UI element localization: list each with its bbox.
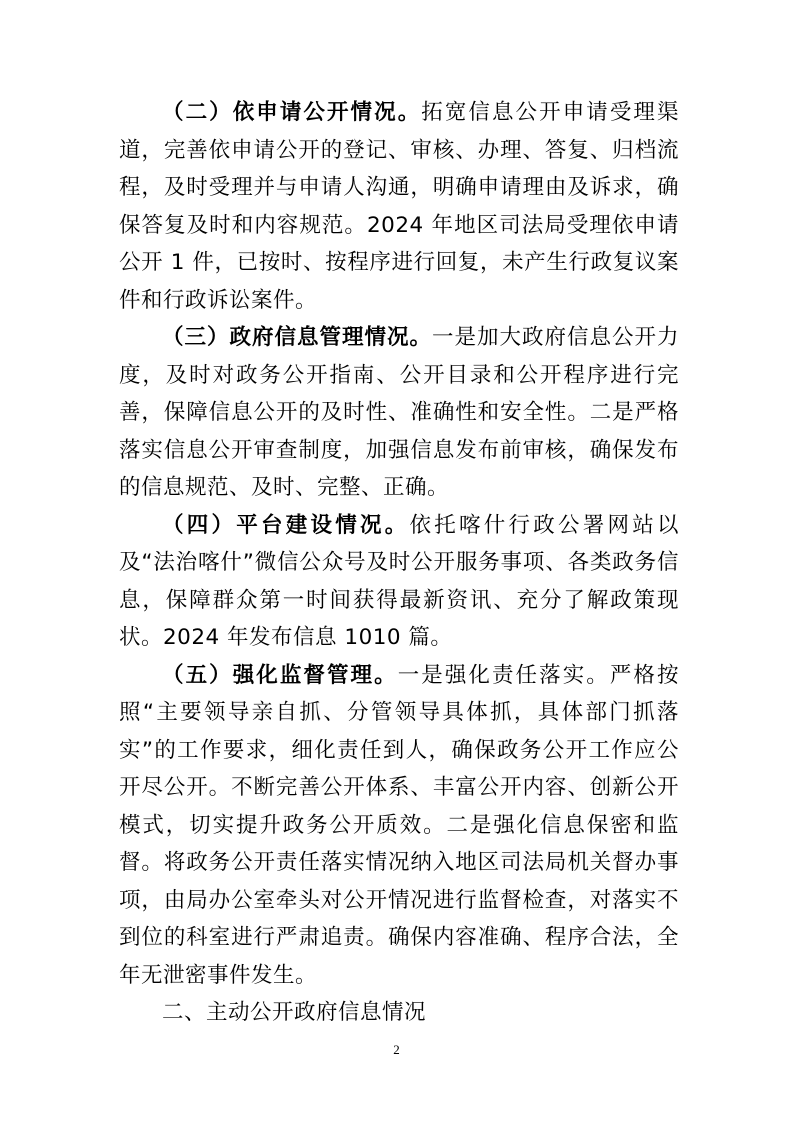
paragraph-application-disclosure <box>119 94 679 319</box>
paragraph-text: 一是加大政府信息公开力度，及时对政务公开指南、公开目录和公开程序进行完善，保障信息公开的及时性、准确性和安全性。二是严格落实信息公开审查制度，加强信息发布前审核，确保发布的信息规范、及时、完整、正确。 <box>119 325 679 500</box>
paragraph-lead: （四）平台建设情况。 <box>162 512 410 538</box>
paragraph-lead: （五）强化监督管理。 <box>162 662 398 688</box>
document-body <box>119 94 679 1032</box>
paragraph-text: 依托喀什行政公署网站以及“法治喀什”微信公众号及时公开服务事项、各类政务信息，保障群众第一时间获得最新资讯、充分了解政策现状。2024 年发布信息 1010 篇。 <box>119 512 679 650</box>
paragraph-platform-construction <box>119 507 679 657</box>
paragraph-text: 一是强化责任落实。严格按照“主要领导亲自抓、分管领导具体抓，具体部门抓落实”的工作要求，细化责任到人，确保政务公开工作应公开尽公开。不断完善公开体系、丰富公开内容、创新公开模式，切实提升政务公开质效。二是强化信息保密和监督。将政务公开责任落实情况纳入地区司法局机关督办事项，由局办公室牵头对公开情况进行监督检查，对落实不到位的科室进行严肃追责。确保内容准确、程序合法，全年无泄密事件发生。 <box>119 662 679 988</box>
paragraph-lead: （二）依申请公开情况。 <box>162 100 422 125</box>
paragraph-information-management <box>119 319 679 507</box>
page-number: 2 <box>393 1042 400 1057</box>
section-heading: 二、主动公开政府信息情况 <box>162 1000 427 1025</box>
paragraph-lead: （三）政府信息管理情况。 <box>162 325 432 350</box>
paragraph-supervision <box>119 657 679 995</box>
paragraph-text: 拓宽信息公开申请受理渠道，完善依申请公开的登记、审核、办理、答复、归档流程，及时受理并与申请人沟通，明确申请理由及诉求，确保答复及时和内容规范。2024 年地区司法局受理依申请公开 1 件，已按时、按程序进行回复，未产生行政复议案件和行政诉讼案件。 <box>119 100 679 313</box>
